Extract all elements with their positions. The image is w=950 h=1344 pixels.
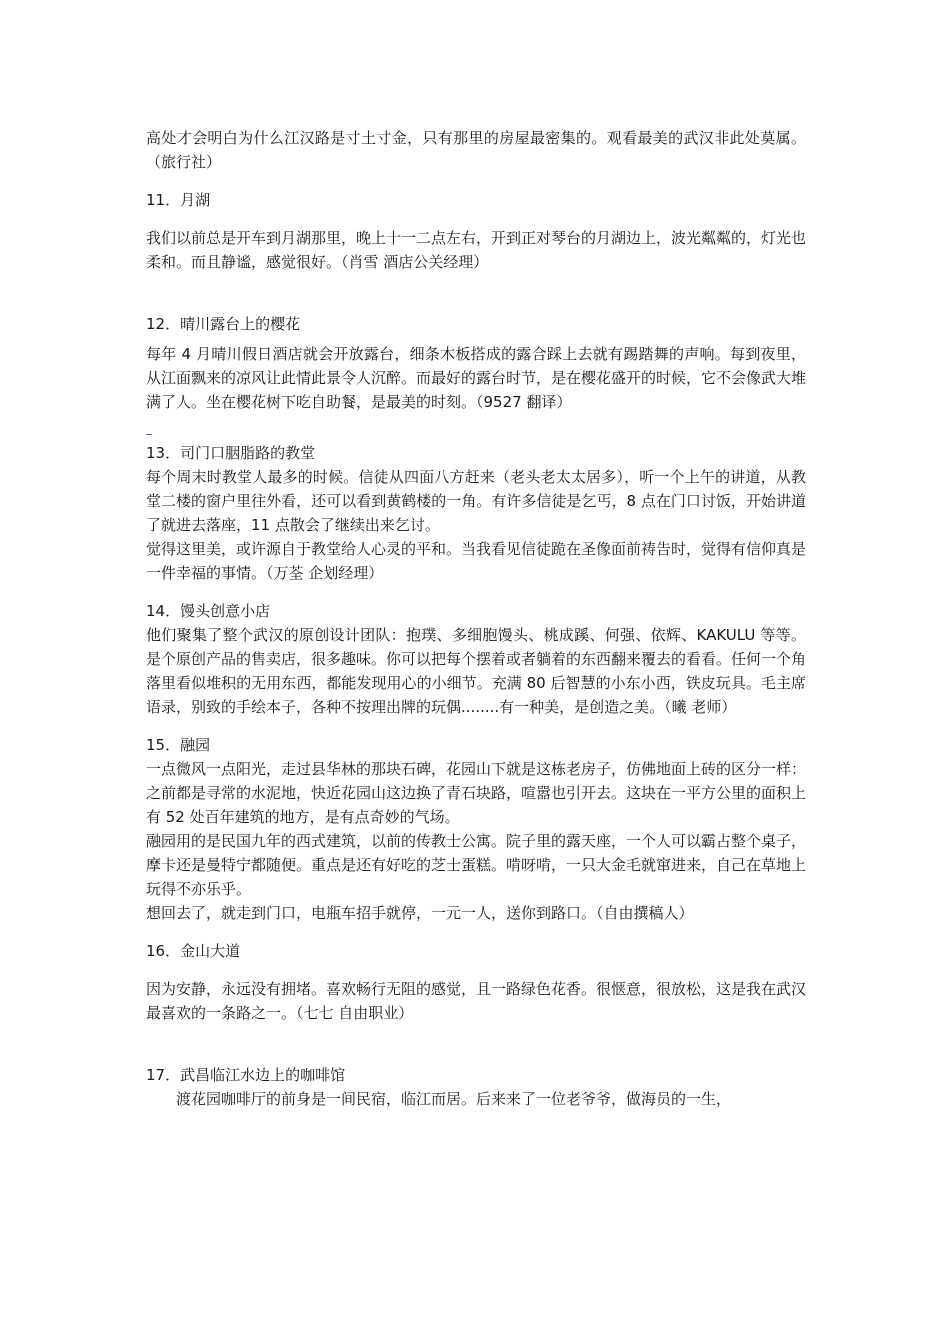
link-marker: [146, 434, 152, 435]
section-heading-13: 13．司门口胭脂路的教堂: [146, 444, 316, 462]
section-17-paragraph: 渡花园咖啡厅的前身是一间民宿，临江而居。后来来了一位老爷爷，做海员的一生，: [176, 1090, 732, 1108]
section-heading-11: 11．月湖: [146, 191, 211, 209]
section-13-paragraph-2: 觉得这里美，或许源自于教堂给人心灵的平和。当我看见信徒跪在圣像面前祷告时，觉得有信仰真是一件幸福的事情。（万荃 企划经理）: [146, 540, 807, 582]
section-15-paragraph-2: 融园用的是民国九年的西式建筑，以前的传教士公寓。院子里的露天座，一个人可以霸占整个桌子，摩卡还是曼特宁都随便。重点是还有好吃的芝士蛋糕。啃呀啃，一只大金毛就窜进来，自己在草地上玩得不亦乐乎。: [146, 832, 807, 898]
section-heading-14: 14．馒头创意小店: [146, 602, 271, 620]
intro-paragraph: 高处才会明白为什么江汉路是寸土寸金，只有那里的房屋最密集的。观看最美的武汉非此处莫属。（旅行社）: [146, 129, 806, 171]
section-16-paragraph: 因为安静，永远没有拥堵。喜欢畅行无阻的感觉，且一路绿色花香。很惬意，很放松，这是我在武汉最喜欢的一条路之一。（七七 自由职业）: [146, 980, 807, 1022]
section-12-paragraph: 每年 4 月晴川假日酒店就会开放露台，细条木板搭成的露合踩上去就有踢踏舞的声响。每到夜里，从江面飘来的凉风让此情此景令人沉醉。而最好的露台时节，是在樱花盛开的时候，它不会像武大堆满了人。坐在樱花树下吃自助餐，是最美的时刻。（9527 翻译）: [146, 345, 807, 411]
section-14-paragraph: 他们聚集了整个武汉的原创设计团队：抱璞、多细胞馒头、桃成蹊、何强、依辉、KAKULU 等等。是个原创产品的售卖店，很多趣味。你可以把每个摆着或者躺着的东西翻来覆去的看看。任何一个角落里看似堆积的无用东西，都能发现用心的小细节。充满 80 后智慧的小东小西，铁皮玩具。毛主席语录，别致的手绘本子，各种不按理出牌的玩偶........有一种美，是创造之美。（曦 老师）: [146, 626, 807, 716]
section-heading-16: 16．金山大道: [146, 942, 241, 960]
section-11-paragraph: 我们以前总是开车到月湖那里，晚上十一二点左右，开到正对琴台的月湖边上，波光粼粼的，灯光也柔和。而且静谧，感觉很好。（肖雪 酒店公关经理）: [146, 229, 807, 271]
section-13-paragraph-1: 每个周末时教堂人最多的时候。信徒从四面八方赶来（老头老太太居多），听一个上午的讲道，从教堂二楼的窗户里往外看，还可以看到黄鹤楼的一角。有许多信徒是乞丐，8 点在门口讨饭，开始讲道了就进去落座，11 点散会了继续出来乞讨。: [146, 468, 806, 534]
section-15-paragraph-3: 想回去了，就走到门口，电瓶车招手就停，一元一人，送你到路口。（自由撰稿人）: [146, 904, 694, 922]
section-15-paragraph-1: 一点微风一点阳光，走过县华林的那块石碑，花园山下就是这栋老房子，仿佛地面上砖的区分一样：之前都是寻常的水泥地，快近花园山这边换了青石块路，喧嚣也引开去。这块在一平方公里的面积上有 52 处百年建筑的地方，是有点奇妙的气场。: [146, 760, 807, 826]
section-heading-15: 15．融园: [146, 736, 211, 754]
document-page: [146, 126, 806, 1111]
section-heading-12: 12．晴川露台上的樱花: [146, 315, 301, 333]
section-heading-17: 17．武昌临江水边上的咖啡馆: [146, 1066, 346, 1084]
